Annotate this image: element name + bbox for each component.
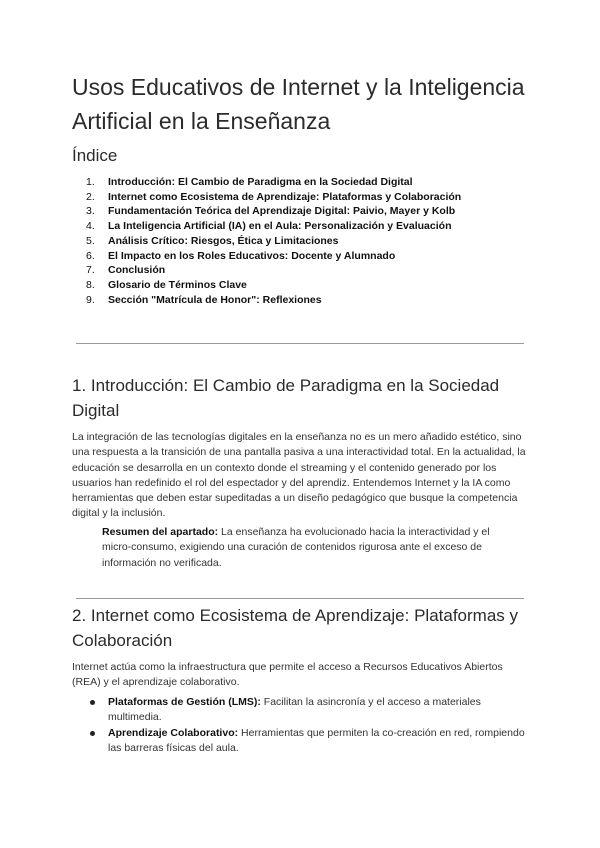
table-of-contents bbox=[72, 175, 532, 307]
document-title: Usos Educativos de Internet y la Inteligencia Artificial en la Enseñanza bbox=[72, 74, 525, 134]
bullet-label: Plataformas de Gestión (LMS): bbox=[108, 696, 261, 708]
section-1-heading: 1. Introducción: El Cambio de Paradigma en la Sociedad Digital bbox=[72, 376, 500, 420]
toc-number: 3. bbox=[86, 205, 95, 218]
index-heading: Índice bbox=[72, 146, 118, 165]
toc-item[interactable] bbox=[72, 204, 532, 219]
bullet-text: Facilitan la asincronía y el acceso a materiales multimedia. bbox=[108, 696, 481, 724]
toc-text: Glosario de Términos Clave bbox=[108, 278, 247, 291]
toc-number: 1. bbox=[86, 176, 95, 188]
toc-text: Fundamentación Teórica del Aprendizaje Digital: Paivio, Mayer y Kolb bbox=[108, 205, 456, 218]
toc-item[interactable] bbox=[72, 293, 532, 308]
toc-number: 9. bbox=[86, 293, 95, 306]
toc-text: Sección "Matrícula de Honor": Reflexiones bbox=[108, 293, 322, 306]
toc-text: Conclusión bbox=[108, 264, 166, 277]
toc-text: Introducción: El Cambio de Paradigma en la Sociedad Digital bbox=[108, 176, 413, 188]
toc-number: 4. bbox=[86, 220, 95, 233]
section-divider bbox=[76, 598, 524, 599]
section-1-summary bbox=[102, 525, 512, 571]
toc-number: 8. bbox=[86, 278, 95, 291]
bullet-item bbox=[72, 695, 526, 726]
toc-item[interactable] bbox=[72, 278, 532, 293]
toc-item[interactable] bbox=[72, 263, 532, 278]
toc-number: 2. bbox=[86, 190, 95, 203]
toc-text: El Impacto en los Roles Educativos: Docente y Alumnado bbox=[108, 249, 396, 262]
bullet-label: Aprendizaje Colaborativo: bbox=[108, 726, 239, 739]
toc-number: 7. bbox=[86, 264, 95, 277]
toc-item[interactable] bbox=[72, 249, 532, 264]
section-2-bullet-list bbox=[72, 695, 526, 756]
section-1-body: La integración de las tecnologías digitales en la enseñanza no es un mero añadido estético, sino una respuesta a la transición de una pantalla pasiva a una interactividad total. En la actualidad, la educación se desarrolla en un contexto donde el streaming y el contenido generado por los usuarios han redefinido el rol del espectador y del aprendiz. Entendemos Internet y la IA como herramientas que deben estar supeditadas a un diseño pedagógico que busque la competencia digital y la inclusión. bbox=[72, 431, 526, 520]
toc-number: 6. bbox=[86, 249, 95, 262]
section-divider bbox=[76, 343, 524, 344]
bullet-dot-icon bbox=[90, 731, 95, 736]
toc-text: Análisis Crítico: Riesgos, Ética y Limitaciones bbox=[108, 234, 339, 247]
summary-text: La enseñanza ha evolucionado hacia la interactividad y el micro-consumo, exigiendo una curación de contenidos rigurosa ante el exceso de información no verificada. bbox=[102, 526, 490, 569]
toc-item[interactable] bbox=[72, 234, 532, 249]
toc-number: 5. bbox=[86, 234, 95, 247]
toc-text: La Inteligencia Artificial (IA) en el Aula: Personalización y Evaluación bbox=[108, 220, 452, 233]
bullet-text: Herramientas que permiten la co-creación en red, rompiendo las barreras físicas del aula. bbox=[108, 726, 525, 754]
section-2-heading: 2. Internet como Ecosistema de Aprendizaje: Plataformas y Colaboración bbox=[72, 606, 519, 650]
toc-item[interactable] bbox=[72, 219, 532, 234]
bullet-item bbox=[72, 726, 526, 757]
toc-item[interactable] bbox=[72, 190, 532, 205]
bullet-dot-icon bbox=[90, 700, 95, 705]
section-2-body: Internet actúa como la infraestructura que permite el acceso a Recursos Educativos Abiertos (REA) y el aprendizaje colaborativo. bbox=[72, 661, 503, 689]
summary-label: Resumen del apartado: bbox=[102, 526, 219, 538]
toc-text: Internet como Ecosistema de Aprendizaje: Plataformas y Colaboración bbox=[108, 190, 462, 203]
toc-item[interactable] bbox=[72, 175, 532, 190]
